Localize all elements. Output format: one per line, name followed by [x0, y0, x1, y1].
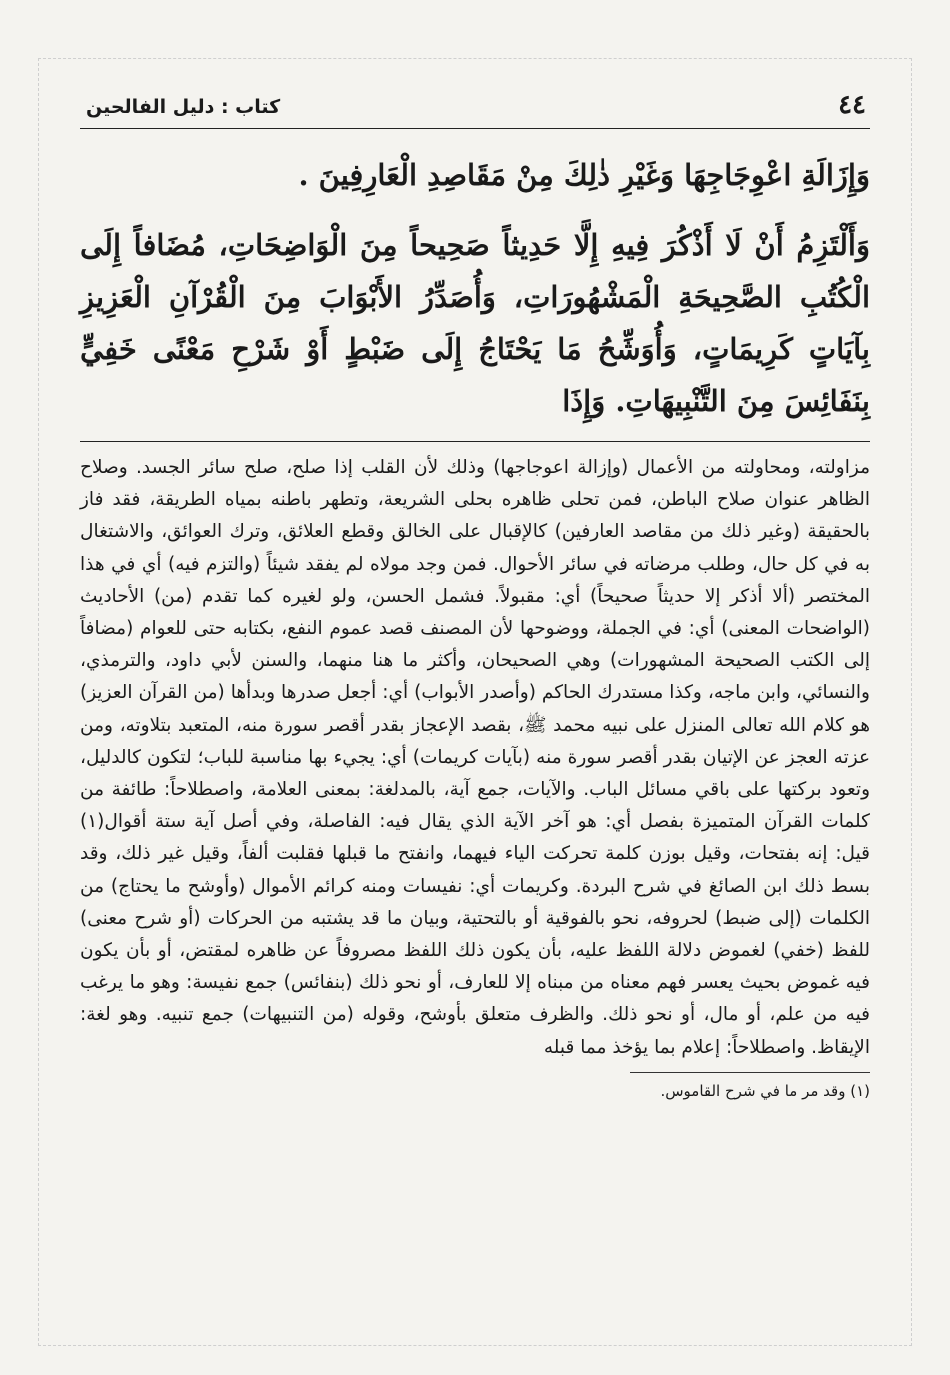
main-text-line: وَإِزَالَةِ اعْوِجَاجِهَا وَغَيْرِ ذٰلِكَ مِنْ مَقَاصِدِ الْعَارِفِينَ . [298, 158, 870, 192]
footnote-divider [630, 1072, 870, 1073]
text-divider [80, 441, 870, 442]
main-text [80, 149, 870, 427]
commentary [80, 452, 870, 1064]
commentary-paragraph: مزاولته، ومحاولته من الأعمال (وإزالة اعوجاجها) وذلك لأن القلب إذا صلح، صلح سائر الجسد. وصلاح الظاهر عنوان صلاح الباطن، فمن تحلى ظاهره بحلى الشريعة، وتطهر باطنه بمياه الطريقة، فقد فاز بالحقيقة (وغير ذلك من مقاصد العارفين) كالإقبال على الخالق وقطع العلائق، وترك العوائق، والاشتغال به في كل حال، وطلب مرضاته في سائر الأحوال. فمن وجد مولاه لم يفقد شيئاً (والتزم فيه) أي في هذا المختصر (ألا أذكر إلا حديثاً صحيحاً) أي: مقبولاً. فشمل الحسن، ولو لغيره كما تقدم (من) الأحاديث (الواضحات المعنى) أي: في الجملة، ووضوحها لأن المصنف قصد عموم النفع، بكتابه حتى للعوام (مضافاً إلى الكتب الصحيحة المشهورات) وهي الصحيحان، وأكثر ما هنا منهما، والسنن لأبي داود، والترمذي، والنسائي، وابن ماجه، وكذا مستدرك الحاكم (وأصدر الأبواب) أي: أجعل صدرها وبدأها (من القرآن العزيز) هو كلام الله تعالى المنزل على نبيه محمد ﷺ، بقصد الإعجاز بقدر أقصر سورة منه، المتعبد بتلاوته، ومن عزته العجز عن الإتيان بقدر أقصر سورة منه (بآيات كريمات) أي: يجيء بها مناسبة للباب؛ لتكون كالدليل، وتعود بركتها على باقي مسائل الباب. والآيات، جمع آية، بالمدلغة: بمعنى العلامة، واصطلاحاً: طائفة من كلمات القرآن المتميزة بفصل أي: هو آخر الآية الذي يقال فيه: الفاصلة، وفي أصل آية ستة أقوال(١) قيل: إنه بفتحات، وقيل بوزن كلمة تحركت الياء فيهما، وانفتح ما قبلها فقلبت ألفاً، وقيل غير ذلك، وقد بسط ذلك ابن الصائغ في شرح البردة. وكريمات أي: نفيسات ومنه كرائم الأموال (وأوشح ما يحتاج) من الكلمات (إلى ضبط) لحروفه، نحو بالفوقية أو بالتحتية، وبيان ما قد يشتبه من الحركات (أو شرح معنى) للفظ (خفي) لغموض دلالة اللفظ عليه، بأن يكون ذلك اللفظ مصروفاً عن ظاهره لمقتض، أو بأن يكون فيه غموض بحيث يعسر فهم معناه من مبناه إلا للعارف، أو نحو ذلك (بنفائس) جمع نفيسة: وهو ما يرغب فيه من علم، أو مال، أو نحو ذلك. والظرف متعلق بأوشح، وقوله (من التنبيهات) جمع تنبيه. وهو لغة: الإيقاظ. واصطلاحاً: إعلام بما يؤخذ مما قبله [80, 457, 870, 1058]
main-text-paragraph: وَأَلْتَزِمُ أَنْ لَا أَذْكُرَ فِيهِ إِلَّا حَدِيثاً صَحِيحاً مِنَ الْوَاضِحَاتِ، مُضَافاً إِلَى الْكُتُبِ الصَّحِيحَةِ الْمَشْهُورَاتِ، وَأُصَدِّرُ الأَبْوَابَ مِنَ الْقُرْآنِ الْعَزِيزِ بِآيَاتٍ كَرِيمَاتٍ، وَأُوَشِّحُ مَا يَحْتَاجُ إِلَى ضَبْطٍ أَوْ شَرْحِ مَعْنًى خَفِيٍّ بِنَفَائِسَ مِنَ التَّنْبِيهَاتِ. وَإِذَا [80, 228, 870, 418]
book-page [80, 88, 870, 1308]
book-title: كتاب : دليل الفالحين [86, 96, 281, 118]
page-number: ٤٤ [838, 90, 866, 120]
page-header [80, 88, 870, 129]
footnote: (١) وقد مر ما في شرح القاموس. [660, 1081, 870, 1100]
